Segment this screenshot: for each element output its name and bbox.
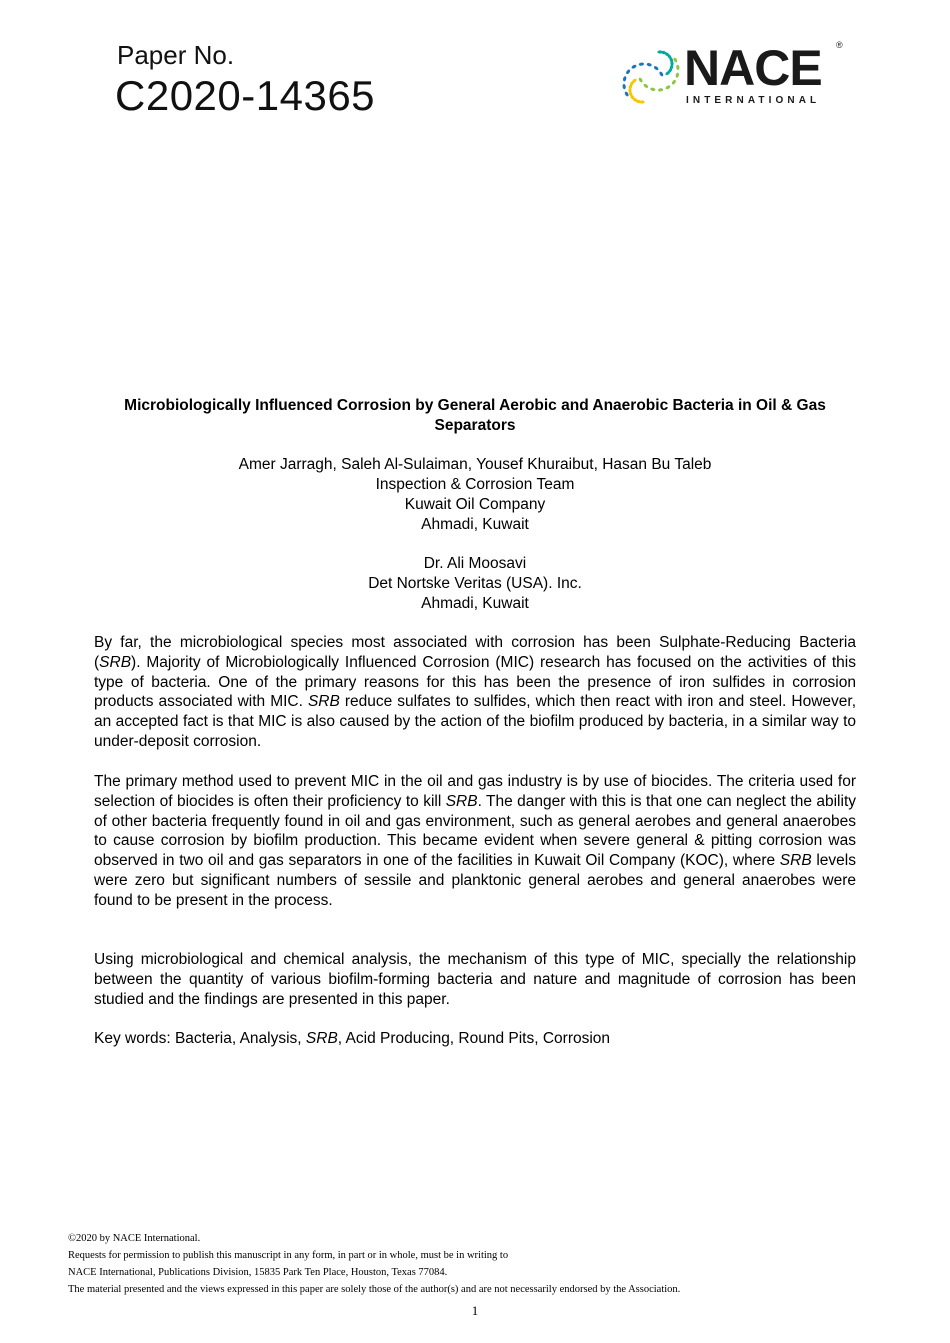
paper-title: Microbiologically Influenced Corrosion by General Aerobic and Anaerobic Bacteria in Oil & Gas Separators	[124, 397, 826, 434]
page-number: 1	[471, 1303, 479, 1318]
logo-dot	[653, 65, 659, 71]
nace-swirl-icon	[620, 44, 682, 110]
abstract-paragraph-2: The primary method used to prevent MIC in the oil and gas industry is by use of biocides. The criteria used for selection of biocides is often their proficiency to kill SRB. The danger with this is that one can neglect the ability of other bacteria frequently found in oil and gas environment, such as general aerobes and general anaerobes to cause corrosion by biofilm production. This became evident when severe general & pitting corrosion was observed in two oil and gas separators in one of the facilities in Kuwait Oil Company (KOC), where SRB levels were zero but significant numbers of sessile and planktonic general aerobes and general anaerobes were found to be present in the process.	[94, 773, 857, 909]
abstract-paragraph-3: Using microbiological and chemical analysis, the mechanism of this type of MIC, specially the relationship between the quantity of various biofilm-forming bacteria and nature and magnitude of corrosion has been studied and the findings are presented in this paper.	[94, 951, 856, 1008]
author-company: Kuwait Oil Company	[404, 496, 546, 513]
logo-registered-mark: ®	[836, 40, 843, 50]
logo-dot	[676, 65, 680, 71]
logo-dot	[631, 64, 637, 69]
logo-dot	[673, 57, 678, 63]
author-location: Ahmadi, Kuwait	[421, 516, 529, 533]
logo-dot	[622, 84, 626, 90]
footer-address: NACE International, Publications Division, 15835 Park Ten Place, Houston, Texas 77084.	[68, 1267, 448, 1278]
author-company: Det Nortske Veritas (USA). Inc.	[368, 575, 582, 592]
logo-subtext: INTERNATIONAL	[686, 95, 821, 106]
footer-copyright: ©2020 by NACE International.	[68, 1233, 201, 1244]
author-name: Dr. Ali Moosavi	[423, 555, 527, 572]
paper-label: Paper No.	[117, 40, 235, 70]
author-location: Ahmadi, Kuwait	[421, 595, 529, 612]
logo-dot	[675, 72, 679, 78]
footer-permission: Requests for permission to publish this manuscript in any form, in part or in whole, must be in writing to	[68, 1250, 509, 1261]
logo-dot	[638, 77, 643, 83]
logo-dot	[639, 62, 645, 66]
footer-disclaimer: The material presented and the views expressed in this paper are solely those of the author(s) and are not necessarily endorsed by the Association.	[68, 1284, 681, 1295]
author-team: Inspection & Corrosion Team	[375, 476, 575, 493]
author-names: Amer Jarragh, Saleh Al-Sulaiman, Yousef Khuraibut, Hasan Bu Taleb	[238, 456, 712, 473]
logo-wordmark: NACE	[684, 40, 822, 96]
logo-dot	[625, 69, 631, 75]
author-block-dnv	[95, 554, 855, 614]
logo-dot	[646, 62, 652, 66]
logo-dot	[643, 83, 649, 89]
copyright-footer	[68, 1230, 868, 1298]
logo-dot	[622, 76, 626, 82]
logo-dot	[624, 91, 629, 97]
logo-dot	[665, 85, 671, 90]
abstract-paragraph-1: By far, the microbiological species most associated with corrosion has been Sulphate-Reducing Bacteria (SRB). Majority of Microbiologically Influenced Corrosion (MIC) research has focused on the activities of this type of bacteria. One of the primary reasons for this has been the presence of iron sulfides in corrosion products associated with MIC. SRB reduce sulfates to sulfides, which then react with iron and steel. However, an accepted fact is that MIC is also caused by the action of the biofilm produced by bacteria, in a similar way to under-deposit corrosion.	[94, 634, 856, 750]
nace-logo	[620, 40, 850, 112]
logo-dot	[650, 87, 656, 91]
logo-dot	[659, 71, 664, 77]
author-block-kuwait-oil	[95, 455, 855, 535]
logo-dot	[658, 88, 664, 92]
keywords: Key words: Bacteria, Analysis, SRB, Acid Producing, Round Pits, Corrosion	[94, 1030, 611, 1047]
logo-dot	[671, 79, 677, 85]
paper-number: C2020-14365	[115, 72, 376, 119]
